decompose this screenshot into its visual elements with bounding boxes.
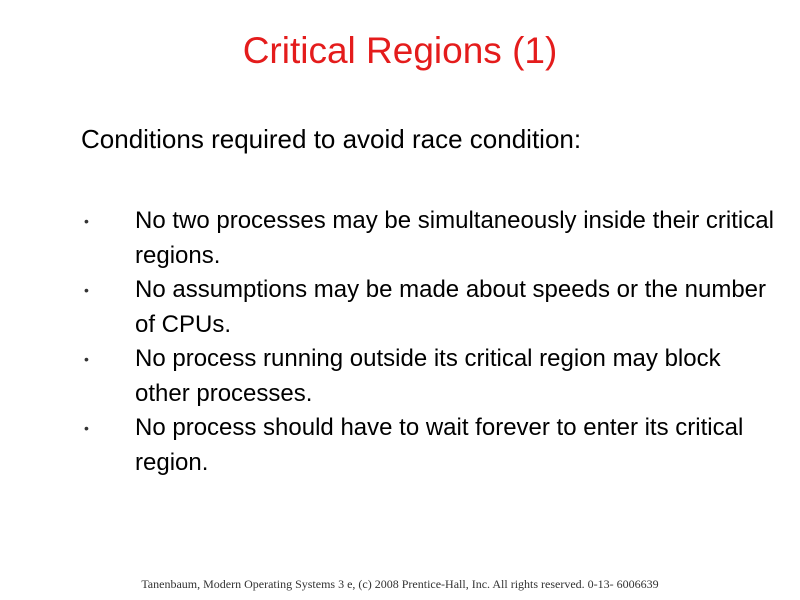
bullet-text: No assumptions may be made about speeds or the number of CPUs. xyxy=(135,276,767,338)
copyright-footer: Tanenbaum, Modern Operating Systems 3 e, (c) 2008 Prentice-Hall, Inc. All rights reserved. 0-13- 6006639 xyxy=(141,577,659,591)
bullet-text: No two processes may be simultaneously inside their critical regions. xyxy=(135,207,774,269)
bullet-icon: • xyxy=(84,213,89,229)
bullet-text: No process running outside its critical region may block other processes. xyxy=(135,345,721,407)
bullet-list xyxy=(0,204,800,480)
intro-text: Conditions required to avoid race condition: xyxy=(81,124,582,154)
bullet-icon: • xyxy=(84,282,89,298)
list-item xyxy=(0,204,800,273)
list-item xyxy=(0,273,800,342)
bullet-icon: • xyxy=(84,420,89,436)
bullet-text: No process should have to wait forever to enter its critical region. xyxy=(135,414,744,476)
list-item xyxy=(0,411,800,480)
list-item xyxy=(0,342,800,411)
slide-title: Critical Regions (1) xyxy=(242,30,558,71)
bullet-icon: • xyxy=(84,351,89,367)
